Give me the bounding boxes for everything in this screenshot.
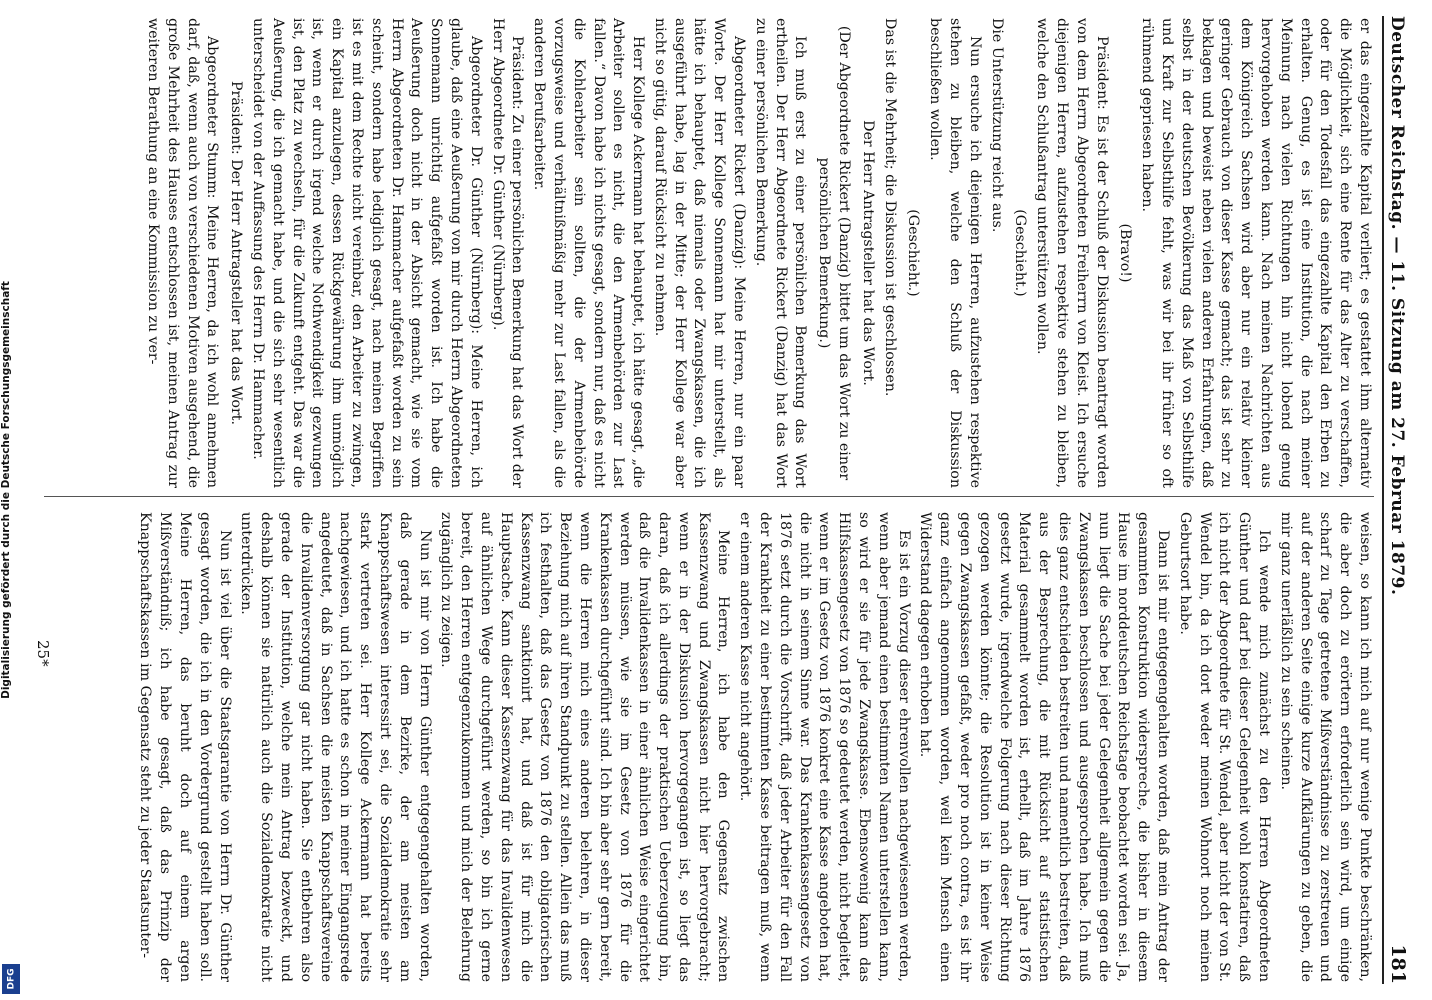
paragraph: Nun ersuche ich diejenigen Herren, aufzustehen respektive stehen zu bleiben, welche den Schluß der Diskussion beschließen wollen. (927, 18, 983, 488)
stage-direction: (Der Abgeordnete Rickert (Danzig) bittet um das Wort zu einer persönlichen Bemerkung.) (816, 25, 853, 481)
paragraph: Dann ist mir entgegengehalten worden, daß mein Antrag der gesammten Konstruktion widerspreche, die bisher in diesem Hause im norddeutschen Reichstage beobachtet worden sei. Ja, nun liegt die Sache bei jeder Gelegenheit allgemein gegen die Zwangskassen beschlossen und ausgesprochen habe. Ich muß dies ganz entschieden bestreiten und namentlich bestreiten, daß aus der Besprechung, die mit Rücksicht auf statistischen Material gesammelt worden ist, erhellt, daß im Jahre 1876 gesetzt wurde, irgendwelche Folgerung nach dieser Richtung gezogen werden könnte; die Resolution ist in keiner Weise gegen Zwangskassen gefaßt, weder pro noch contra, es ist ihr ganz einfach angenommen worden, weil kein Mensch einen Widerstand dagegen erhoben hat. (917, 512, 1172, 982)
paragraph: Nun ist viel über die Staatsgarantie von Herrn Dr. Günther gesagt worden, die ich in den Vordergrund gestellt haben soll. Meine Herren, das beruht doch auf einem argen Mißverständniß; ich habe gesagt, daß das Prinzip der Knappschaftskassen im Gegensatz steht zu jeder Staatsunter- (137, 512, 233, 982)
digitization-sidebar (0, 0, 24, 1000)
paragraph: Meine Herren, ich habe den Gegensatz zwischen Kassenzwang und Zwangskassen nicht hier hervorgebracht; wenn er in der Diskussion hervorgegangen ist, so liegt das daran, daß ich allerdings der praktischen Ueberzeugung bin, daß die Invalidenkassen in einer ähnlichen Weise eingerichtet werden müssen, wie sie im Gesetz von 1876 für die Krankenkassen durchgeführt sind. Ich bin aber sehr gern bereit, wenn die Herren mich eines anderen belehren, in dieser Beziehung mich auf ihren Standpunkt zu stellen. Allein das muß ich festhalten, daß das Gesetz von 1876 den obligatorischen Kassenzwang sanktionirt hat, und daß ist für mich die Hauptsache. Kann dieser Kassenzwang für das Invalidenwesen auf ähnlichen Wege durchgeführt werden, so bin ich gerne bereit, den Herren entgegenzukommen und mich der Belehrung zugänglich zu zeigen. (438, 512, 732, 982)
paragraph: Herr Kollege Ackermann hat behauptet, ich hätte gesagt, „die Arbeiter sollen es nicht, die den Armenbehörden zur Last fallen.“ Davon habe ich nichts gesagt, sondern nur, daß es nicht die Kohlearbeiter sein sollten, die der Armenbehörde vorzugsweise und verhältnißmäßig mehr zur Last fallen, als die anderen Berufsarbeiter. (531, 18, 647, 488)
paragraph: Präsident: Der Herr Antragsteller hat das Wort. (228, 81, 245, 425)
paragraph: Abgeordneter Dr. Günther (Nürnberg): Meine Herren, ich glaube, daß eine Aeußerung von mir durch Herrn Abgeordneten Sonnemann unrichtig aufgefaßt worden ist. Ich habe die Aeußerung doch nicht in der Absicht gemacht, wie sie vom Herrn Abgeordneten Dr. Hammacher aufgefaßt worden zu sein scheint, sondern habe lediglich gesagt, nach meinen Begriffen ist es mit dem Rechte nicht vereinbar, den Arbeiter zu zwingen, ein Kapital anzulegen, dessen Rückgewährung ihm unmöglich ist, wenn er durch irgend welche Nothwendigkeit gezwungen ist, den Platz zu wechseln, für die Zukunft entgeht. Das war die Aeußerung, die ich gemacht habe, und die sich sehr wesentlich unterscheidet von der Auffassung des Herrn Dr. Hammacher. (249, 18, 484, 488)
column-divider (44, 496, 1374, 497)
paragraph: Der Herr Antragsteller hat das Wort. (859, 120, 876, 386)
signature-mark: 25* (34, 640, 52, 667)
paragraph: er das eingezahlte Kapital verliert; es gestattet ihm alternativ die Möglichkeit, sich eine Rente für das Alter zu verschaffen, oder für den Todesfall das eingezahlte Kapital den Erben zu erhalten. Genug, es ist eine Institution, die nach meiner Meinung nach vielen Richtungen hin nicht lobend genug hervorgehoben werden kann. Nach meinen Nachrichten aus dem Königreich Sachsen wird aber nur ein relativ kleiner geringer Gebrauch von dieser Kasse gemacht; das ist sehr zu beklagen und beweist neben vielen anderen Erfahrungen, daß selbst in der deutschen Bevölkerung das Maß von Selbsthilfe und Kraft zur Selbsthilfe fehlt, was wir bei ihr früher so oft rühmend gepriesen haben. (1139, 18, 1373, 488)
page-number: 181 (1387, 944, 1409, 984)
paragraph: Abgeordneter Rickert (Danzig): Meine Herren, nur ein paar Worte. Der Herr Kollege Sonnemann hat mir unterstellt, als hätte ich behauptet, daß niemals oder Zwangskassen, die ich ausgeführt habe, lag in der Mitte; der Herr Kollege war aber nicht so gütig, darauf Rücksicht zu nehmen. (651, 18, 748, 488)
paragraph: Das ist die Mehrheit; die Diskussion ist geschlossen. (881, 18, 898, 397)
paragraph: Ich muß erst zu einer persönlichen Bemerkung das Wort ertheilen. Der Herr Abgeordnete Rickert (Danzig) hat das Wort zu einer persönlichen Bemerkung. (752, 18, 809, 488)
paragraph: Präsident: Zu einer persönlichen Bemerkung hat das Wort der Herr Abgeordnete Dr. Günther (Nürnberg). (489, 18, 526, 488)
funding-credit: Digitalisierung gefördert durch die Deutsche Forschungsgemeinschaft (0, 281, 12, 699)
header-title: Deutscher Reichstag. — 11. Sitzung am 27. Februar 1879. (1387, 16, 1407, 596)
stage-direction: (Geschieht.) (905, 209, 922, 297)
stage-direction: (Geschieht.) (1012, 209, 1029, 297)
paragraph: Präsident: Es ist der Schluß der Diskussion beantragt worden von dem Herrn Abgeordneten Freiherrn von Kleist. Ich ersuche diejenigen Herren, aufzustehen respektive stehen zu bleiben, welche den Schlußantrag unterstützen wollen. (1034, 18, 1110, 488)
stage-direction: (Bravo!) (1117, 223, 1134, 283)
paragraph: Es ist ein Vorzug dieser ehrenvollen nachgewiesenen werden, wenn aber jemand einen bestimmten Namen unterstellen kann, so wird er sie für jede Zwangskasse. Ebensowenig kann das Hilfskassengesetz von 1876 so gedeutet werden, nicht begleitet, wenn er im Gesetz von 1876 konkret eine Kasse angeboten hat, die nicht in seinem Sinne war. Das Krankenkassengesetz von 1876 setzt durch die Vorschrift, daß jeder Arbeiter für den Fall der Krankheit zu einer bestimmten Kasse beitragen muß, wenn er einem anderen Kasse nicht angehört. (737, 512, 912, 982)
paragraph: Abgeordneter Stumm: Meine Herren, da ich wohl annehmen darf, daß, wenn auch von verschiedenen Motiven ausgehend, die große Mehrheit des Hauses entschlossen ist, meinen Antrag zur weiteren Berathung an eine Kommission zu ver- (144, 18, 221, 488)
page-header (1382, 16, 1418, 984)
paragraph: Nun ist mir von Herrn Günther entgegengehalten worden, daß gerade in dem Bezirke, der am meisten am Knappschaftswesen interessirt sei, die Sozialdemokratie sehr stark vertreten sei. Herr Kollege Ackermann hat bereits nachgewiesen, und ich hatte es schon in meiner Eingangsrede angedeutet, daß in Sachsen die meisten Knappschaftsvereine die Invalidenversorgung gar nicht haben. Sie entbehren also gerade der Institution, welche mein Antrag bezweckt, und deshalb können sie natürlich auch die Sozialdemokratie nicht unterdrücken. (238, 512, 433, 982)
left-column (140, 18, 1374, 488)
paragraph: Ich wende mich zunächst zu den Herren Abgeordneten Günther und darf bei dieser Gelegenheit wohl konstatiren, daß ich nicht der Abgeordnete für St. Wendel, aber nicht der von St. Wendel bin, da ich dort weder meinen Wohnort noch meinen Geburtsort habe. (1176, 512, 1273, 982)
right-column (133, 512, 1374, 982)
logo-text: DFG (6, 968, 17, 990)
dfg-logo (2, 964, 20, 994)
paragraph: Die Unterstützung reicht aus. (988, 18, 1005, 233)
paragraph: weisen, so kann ich mich auf nur wenige Punkte beschränken, die aber doch zu erörtern erforderlich sein wird, um einige scharf zu Tage getretene Mißverständnisse zu zerstreuen und auf der anderen Seite einige kurze Aufklärungen zu geben, die mir ganz unerläßlich zu sein scheinen. (1277, 512, 1373, 982)
